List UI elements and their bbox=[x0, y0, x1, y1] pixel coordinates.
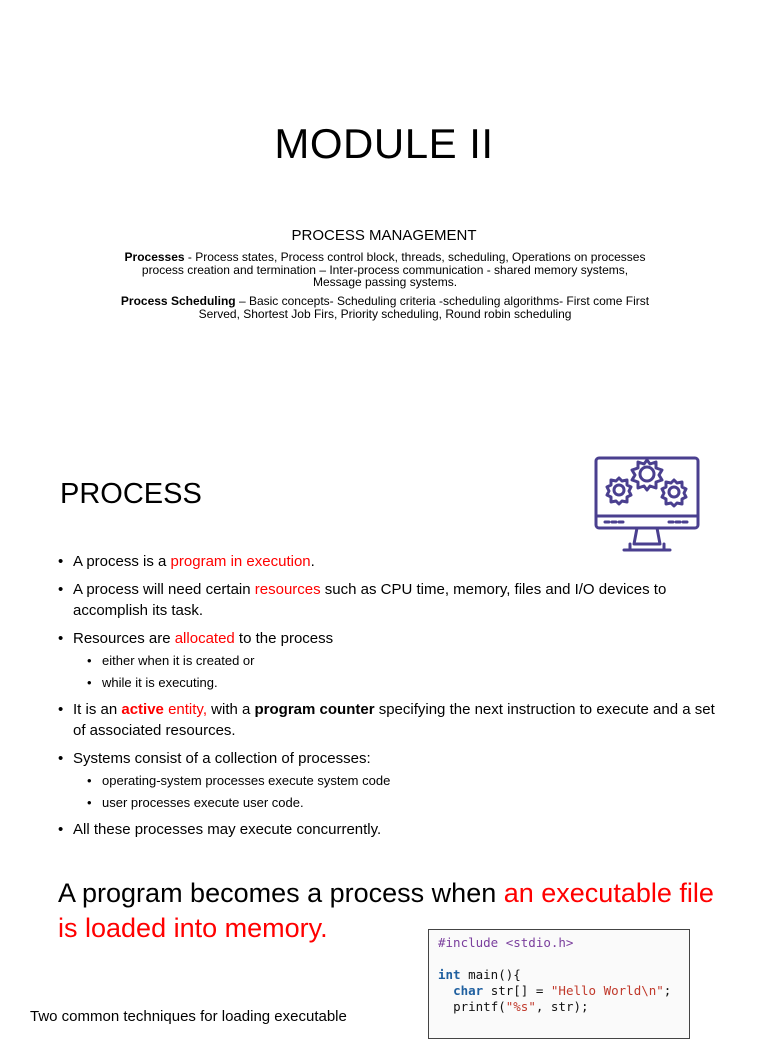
bullet-text: A process is a bbox=[73, 553, 171, 570]
monitor-gears-icon bbox=[592, 446, 702, 556]
module-subtitle: PROCESS MANAGEMENT bbox=[291, 227, 477, 244]
bullet-concurrent: • All these processes may execute concurrently. bbox=[58, 819, 718, 840]
highlight-text: resources bbox=[254, 581, 321, 598]
code-line: , str); bbox=[535, 999, 589, 1014]
bold-text: program counter bbox=[254, 701, 375, 718]
processes-topics-paragraph bbox=[90, 251, 680, 289]
scheduling-topics-line2: Served, Shortest Job Firs, Priority scheduling, Round robin scheduling bbox=[198, 306, 572, 321]
code-keyword: char bbox=[453, 983, 484, 998]
sub-bullet: • operating-system processes execute system code bbox=[58, 772, 718, 790]
highlight-text: program in execution bbox=[170, 553, 311, 570]
scheduling-label: Process Scheduling bbox=[120, 294, 236, 308]
heading-text: A program becomes a process when bbox=[58, 878, 504, 908]
highlight-text: allocated bbox=[174, 630, 235, 647]
module-title: MODULE II bbox=[274, 120, 494, 167]
bullet-resources bbox=[58, 579, 718, 621]
sub-bullet: • user processes execute user code. bbox=[58, 794, 718, 812]
code-keyword: int bbox=[438, 967, 461, 982]
sub-bullet: • while it is executing. bbox=[58, 674, 718, 692]
processes-label: Processes bbox=[124, 250, 185, 264]
code-string: "Hello World\n" bbox=[550, 983, 664, 998]
scheduling-topics-line1: – Basic concepts- Scheduling criteria -scheduling algorithms- First come First bbox=[235, 294, 650, 308]
scheduling-topics-paragraph bbox=[90, 295, 680, 320]
process-heading: PROCESS bbox=[60, 478, 202, 510]
code-snippet bbox=[428, 929, 690, 1039]
bullet-collection: • Systems consist of a collection of processes: bbox=[58, 748, 718, 769]
code-line: #include <stdio.h> bbox=[438, 935, 574, 950]
loading-techniques-text: Two common techniques for loading executable bbox=[30, 1008, 347, 1025]
bullet-text: Resources are bbox=[73, 630, 175, 647]
code-string: "%s" bbox=[505, 999, 536, 1014]
sub-bullet: • either when it is created or bbox=[58, 652, 718, 670]
bullet-text: to the process bbox=[234, 630, 334, 647]
code-line: str[] = bbox=[483, 983, 551, 998]
highlight-text: active bbox=[121, 701, 164, 718]
processes-topics-line1: - Process states, Process control block, threads, scheduling, Operations on processes bbox=[184, 250, 646, 264]
code-function: printf( bbox=[453, 999, 506, 1014]
bullet-text: A process will need certain bbox=[73, 581, 255, 598]
bullet-text: such as CPU time, memory, files and I/O devices to accomplish its task. bbox=[73, 581, 667, 619]
bullet-active-entity bbox=[58, 699, 718, 741]
bullet-program-in-execution bbox=[58, 551, 718, 572]
code-line: main(){ bbox=[460, 967, 521, 982]
bullet-allocated bbox=[58, 628, 718, 649]
bullet-text: It is an bbox=[73, 701, 122, 718]
bullet-text: . bbox=[310, 553, 315, 570]
processes-topics-line3: Message passing systems. bbox=[312, 275, 458, 289]
highlight-text: entity, bbox=[163, 701, 207, 718]
bullet-text: with a bbox=[206, 701, 255, 718]
process-bullet-list bbox=[58, 551, 718, 847]
processes-topics-line2: process creation and termination – Inter-process communication - shared memory systems, bbox=[141, 262, 629, 277]
bullet-text: specifying the next instruction to execute and a set of associated resources. bbox=[73, 701, 715, 739]
heading-highlight: an executable file is loaded into memory. bbox=[58, 878, 714, 943]
code-line: ; bbox=[663, 983, 672, 998]
